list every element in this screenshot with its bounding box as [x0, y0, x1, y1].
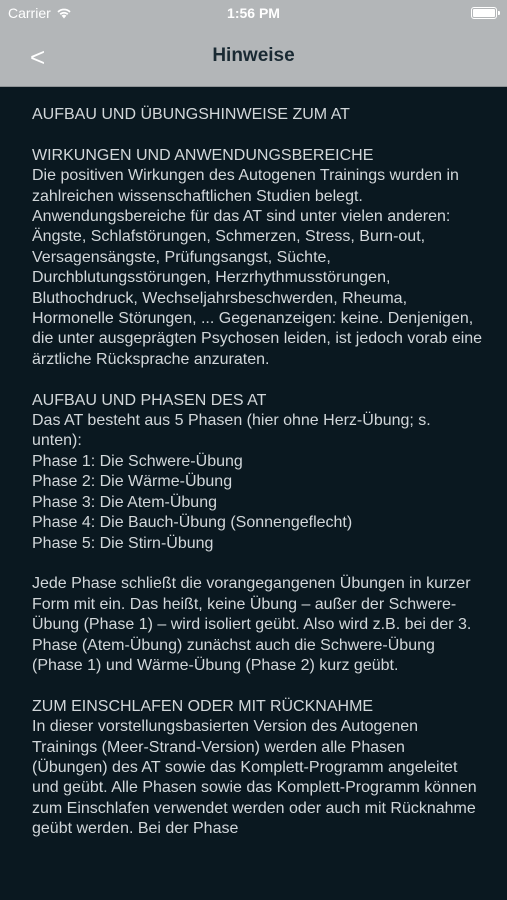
phase-item: Phase 2: Die Wärme-Übung	[32, 473, 233, 491]
page-title: Hinweise	[212, 45, 295, 66]
status-time: 1:56 PM	[227, 5, 280, 21]
main-heading: AUFBAU UND ÜBUNGSHINWEISE ZUM AT	[32, 106, 350, 123]
section-aufbau	[32, 391, 484, 554]
navigation-bar	[0, 28, 507, 87]
phase-item: Phase 4: Die Bauch-Übung (Sonnengeflecht)	[32, 514, 353, 532]
carrier-label: Carrier	[8, 5, 51, 21]
section-intro: Das AT besteht aus 5 Phasen (hier ohne Herz-Übung; s. unten):	[32, 412, 431, 450]
phase-item: Phase 1: Die Schwere-Übung	[32, 452, 243, 470]
section-body: In dieser vorstellungsbasierten Version des Autogenen Trainings (Meer-Strand-Version) werden alle Phasen (Übungen) des AT sowie das Komplett-Programm angeleitet und geübt. Alle Phasen sowie das Komplett-Programm können zum Einschlafen verwendet werden oder auch mit Rücknahme geübt werden. Bei der Phase	[32, 718, 477, 838]
battery-icon	[471, 7, 497, 19]
section-heading: AUFBAU UND PHASEN DES AT	[32, 391, 267, 409]
main-heading-block	[32, 105, 484, 125]
section-heading: WIRKUNGEN UND ANWENDUNGSBEREICHE	[32, 146, 374, 164]
section-body: Die positiven Wirkungen des Autogenen Trainings wurden in zahlreichen wissenschaftlichen Studien belegt. Anwendungsbereiche für das AT sind unter vielen anderen: Ängste, Schlafstörungen, Schmerzen, Stress, Burn-out, Versagensängste, Prüfungsangst, Süchte, Durchblutungsstörungen, Herzrhythmusstörungen, Bluthochdruck, Wechseljahrsbeschwerden, Rheuma, Hormonelle Störungen, ... Gegenanzeigen: keine. Denjenigen, die unter ausgeprägten Psychosen leiden, ist jedoch vorab eine ärztliche Rücksprache anzuraten.	[32, 167, 483, 368]
section-heading: ZUM EINSCHLAFEN ODER MIT RÜCKNAHME	[32, 697, 374, 715]
section-body: Jede Phase schließt die vorangegangenen Übungen in kurzer Form mit ein. Das heißt, keine Übung – außer der Schwere-Übung (Phase 1) – wird isoliert geübt. Also wird z.B. bei der 3. Phase (Atem-Übung) zunächst auch die Schwere-Übung (Phase 1) und Wärme-Übung (Phase 2) kurz geübt.	[32, 575, 472, 674]
section-einschlafen	[32, 697, 484, 840]
phase-item: Phase 5: Die Stirn-Übung	[32, 534, 214, 552]
back-button[interactable]: <	[30, 42, 46, 72]
status-bar	[0, 0, 507, 28]
phase-item: Phase 3: Die Atem-Übung	[32, 493, 217, 511]
section-wirkungen	[32, 146, 484, 370]
phase-list	[32, 452, 484, 554]
section-phasen-hinweis	[32, 574, 484, 676]
content-area[interactable]	[32, 105, 484, 875]
